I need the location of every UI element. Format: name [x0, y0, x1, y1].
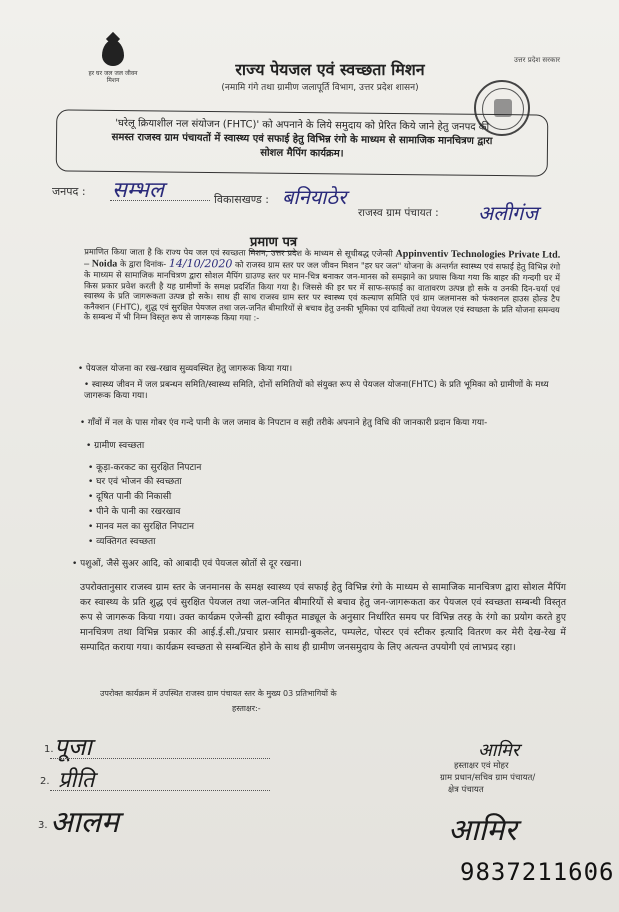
list-item: • घर एवं भोजन की स्वच्छता [88, 477, 182, 487]
list-item: • पशुओं, जैसे सुअर आदि, को आबादी एवं पेयजल स्रोतों से दूर रखना। [72, 559, 302, 569]
block-value: बनियाठेर [282, 185, 347, 209]
water-drop-icon [102, 40, 124, 66]
pradhan-signature: आमिर [478, 740, 520, 761]
emblem-text: उत्तर प्रदेश सरकार [513, 56, 561, 64]
closing-paragraph: उपरोक्तानुसार राजस्व ग्राम स्तर के जनमानस के समक्ष स्वास्थ्य एवं सफाई हेतु विभिन्न रंगो के माध्यम से सामाजिक मानचित्रण द्वारा सोशल मैपिंग कर स्वास्थ्य के प्रति शुद्ध एवं सुरक्षित पेयजल तथा जल-जनित बीमारियों से बचाव हेतु जन-जागरूकता कर पेयजल एवं स्वच्छता सम्बन्धी विस्तृत रूप से जागरूक किया गया। उक्त कार्यक्रम एजेन्सी द्वारा स्वीकृत माड्यूल के अनुसार निर्धारित समय पर विभिन्न तरह के रंगो का प्रयोग करते हुए मानचित्रण तथा विभिन्न प्रकार की आई.ई.सी./प्रचार प्रसार सामग्री-बुकलेट, पम्पलेट, पोस्टर एवं स्टीकर इत्यादि वितरण कर मेरी देख-रेख में सम्पादित कराया गया। कार्यक्रम स्वच्छता से सम्बन्धित होने के साथ ही ग्रामीण जनसमुदाय के लिए अत्यन्त उपयोगी एवं लाभप्रद रहा। [80, 582, 566, 653]
participant-signature: पूजा [54, 733, 92, 761]
page-subtitle: (नमामि गंगे तथा ग्रामीण जलापूर्ति विभाग, उत्तर प्रदेश शासन) [221, 83, 419, 93]
certificate-title: प्रमाण पत्र [250, 232, 297, 252]
list-item: • पीने के पानी का रखरखाव [88, 507, 181, 517]
participant-signature: प्रीति [58, 768, 95, 793]
official-panchayat: क्षेत्र पंचायत [448, 785, 484, 795]
page-title: राज्य पेयजल एवं स्वच्छता मिशन [235, 60, 425, 79]
panchayat-value: अलीगंज [478, 201, 539, 225]
jal-jeevan-mission-logo [88, 40, 138, 84]
certificate-page: हर घर जल जल जीवन मिशन राज्य पेयजल एवं स्वच्छता मिशन (नमामि गंगे तथा ग्रामीण जलापूर्ति विभाग, उत्तर प्रदेश शासन) उत्तर प्रदेश सरकार 'घरेलू क्रियाशील नल संयोजन (FHTC)' को अपनाने के लिये समुदाय को प्रेरित किये जाने हेतु जनपद की समस्त राजस्व ग्राम पंचायतों में स्वास्थ्य एवं सफाई हेतु विभिन्न रंगो के माध्यम से सामाजिक मानचित्रण द्वारा सोशल मैपिंग कार्यक्रम। जनपद : सम्भल विकासखण्ड : बनियाठेर राजस्व ग्राम पंचायत : अलीगंज प्रमाण पत्र प्रमाणित किया जाता है कि राज्य पेय जल एवं स्वच्छता मिशन, उत्तर प्रदेश के माध्यम से सूचीबद्ध एजेन्सी Appinventiv Technologies Private Ltd. – Noida के द्वारा दिनांक- 14/10/2020 को राजस्व ग्राम स्तर पर जल जीवन मिशन "हर घर जल" योजना के अन्तर्गत स्वास्थ्य एवं सफाई हेतु विभिन्न रंगो के माध्यम से सामाजिक मानचित्रण द्वारा सोशल मैपिंग ग्राउण्ड स्तर पर मान-चित्र बनाकर जन-मानस को समझाने का प्रयास किया गया कि बाहर की गन्दगी घर में किस प्रकार प्रवेश करती है यह ग्रामीणों के समक्ष प्रदर्शित किया गया है। जिससे की हर घर में साफ-सफाई का वातावरण उत्पन्न हो सके व उनकी दिन-चर्या एवं स्वास्थ्य के प्रति जागरूकता उत्पन्न हो सके। साथ ही साथ राजस्व ग्राम स्तर पर स्वास्थ्य एवं कल्याण समिति एवं ग्राम जलमानस को फंक्शनल हाउस होल्ड टैप कनैक्शन (FHTC), शुद्ध एवं सुरक्षित पेयजल तथा जल-जनित बीमारियों से बचाव हेतु उनकी भूमिका एवं दायित्वों तथा पेयजल एवं स्वच्छता के प्रति योजना समन्वय के सम्बन्ध में भी निम्न विस्तृत रूप से जागरूक किया गया :- • पेयजल योजना का रख-रखाव सुव्यवस्थित हेतु जागरूक किया गया। • स्वास्थ्य जीवन में जल प्रबन्धन समिति/स्वास्थ्य समिति, दोनों समितियों को संयुक्त रूप से पेयजल योजना(FHTC) के प्रति भूमिका को ग्रामीणों के मध्य जागरूक किया गया। • गाँवों में नल के पास गोबर एंव गन्दे पानी के जल जमाव के निपटान व सही तरीके अपनाने हेतु विधि की जानकारी प्रदान किया गया- • ग्रामीण स्वच्छता • कूड़ा-करकट का सुरक्षित निपटान • घर एवं भोजन की स्वच्छता • दूषित पानी की निकासी • पीने के पानी का रखरखाव • मानव मल का सुरक्षित निपटान • व्यक्तिगत स्वच्छता • पशुओं, जैसे सुअर आदि, को आबादी एवं पेयजल स्रोतों से दूर रखना। उपरोक्तानुसार राजस्व ग्राम स्तर के जनमानस के समक्ष स्वास्थ्य एवं सफाई हेतु विभिन्न रंगो के माध्यम से सामाजिक मानचित्रण द्वारा सोशल मैपिंग कर स्वास्थ्य के प्रति शुद्ध एवं सुरक्षित पेयजल तथा जल-जनित बीमारियों से बचाव हेतु जन-जागरूकता कर पेयजल एवं स्वच्छता सम्बन्धी विस्तृत रूप से जागरूक किया गया। उक्त कार्यक्रम एजेन्सी द्वारा स्वीकृत माड्यूल के अनुसार निर्धारित समय पर विभिन्न तरह के रंगो का प्रयोग करते हुए मानचित्रण तथा विभिन्न प्रकार की आई.ई.सी./प्रचार प्रसार सामग्री-बुकलेट, पम्पलेट, पोस्टर एवं स्टीकर इत्यादि वितरण कर मेरी देख-रेख में सम्पादित कराया गया। कार्यक्रम स्वच्छता से सम्बन्धित होने के साथ ही ग्रामीण जनसमुदाय के लिए अत्यन्त उपयोगी एवं लाभप्रद रहा। उपरोक्त कार्यक्रम में उपस्थित राजस्व ग्राम पंचायत स्तर के मुख्य 03 प्रतिभागियों के हस्ताक्षर:- 1. पूजा 2. प्रीति 3. आलम आमिर हस्ताक्षर एवं मोहर ग्राम प्रधान/सचिव ग्राम पंचायत/ क्षेत्र पंचायत आमिर 9837211606 [0, 0, 619, 912]
district-value: सम्भल [112, 178, 164, 203]
date-prefix: के द्वारा दिनांक- [119, 258, 167, 269]
body-rest: को राजस्व ग्राम स्तर पर जल जीवन मिशन "हर घर जल" योजना के अन्तर्गत स्वास्थ्य एवं सफाई हेतु विभिन्न रंगो के माध्यम से सामाजिक मानचित्रण द्वारा सोशल मैपिंग ग्राउण्ड स्तर पर मान-चित्र बनाकर जन-मानस को समझाने का प्रयास किया गया कि बाहर की गन्दगी घर में किस प्रकार प्रवेश करती है यह ग्रामीणों के समक्ष प्रदर्शित किया गया है। जिससे की हर घर में साफ-सफाई का वातावरण उत्पन्न हो सके व उनकी दिन-चर्या एवं स्वास्थ्य के प्रति जागरूकता उत्पन्न हो सके। साथ ही साथ राजस्व ग्राम स्तर पर स्वास्थ्य एवं कल्याण समिति एवं ग्राम जलमानस को फंक्शनल हाउस होल्ड टैप कनैक्शन (FHTC), शुद्ध एवं सुरक्षित पेयजल तथा जल-जनित बीमारियों से बचाव हेतु उनकी भूमिका एवं दायित्वों तथा पेयजल एवं स्वच्छता के प्रति योजना समन्वय के सम्बन्ध में भी निम्न विस्तृत रूप से जागरूक किया गया :- [83, 258, 561, 323]
bullet-2: • स्वास्थ्य जीवन में जल प्रबन्धन समिति/स्वास्थ्य समिति, दोनों समितियों को संयुक्त रूप से पेयजल योजना(FHTC) के प्रति भूमिका को ग्रामीणों के मध्य जागरूक किया गया। [84, 380, 549, 401]
official-designation: ग्राम प्रधान/सचिव ग्राम पंचायत/ [440, 773, 536, 783]
phone-number: 9837211606 [460, 858, 615, 886]
list-item: • कूड़ा-करकट का सुरक्षित निपटान [88, 463, 202, 473]
secretary-signature: आमिर [448, 813, 517, 848]
participant-signature: आलम [50, 805, 119, 840]
district-label: जनपद : [52, 185, 86, 198]
program-line-1: 'घरेलू क्रियाशील नल संयोजन (FHTC)' को अपनाने के लिये समुदाय को प्रेरित किये जाने हेतु जनपद की [115, 118, 490, 133]
list-item: • मानव मल का सुरक्षित निपटान [88, 522, 195, 532]
participants-heading: उपरोक्त कार्यक्रम में उपस्थित राजस्व ग्राम पंचायत स्तर के मुख्य 03 प्रतिभागियों के [100, 689, 337, 698]
bullet-3: • गाँवों में नल के पास गोबर एंव गन्दे पानी के जल जमाव के निपटान व सही तरीके अपनाने हेतु विधि की जानकारी प्रदान किया गया- [80, 418, 488, 428]
panchayat-label: राजस्व ग्राम पंचायत : [358, 207, 439, 219]
list-item: • ग्रामीण स्वच्छता [86, 441, 145, 451]
body-start: प्रमाणित किया जाता है कि राज्य पेय जल एवं स्वच्छता मिशन, उत्तर प्रदेश के माध्यम से सूचीबद्ध एजेन्सी [84, 246, 393, 259]
certificate-body [84, 246, 561, 325]
list-item: • दूषित पानी की निकासी [88, 492, 172, 502]
program-line-2: समस्त राजस्व ग्राम पंचायतों में स्वास्थ्य एवं सफाई हेतु विभिन्न रंगो के माध्यम से सामाजिक मानचित्रण द्वारा [111, 132, 493, 147]
official-block [440, 760, 590, 796]
bullet-1: • पेयजल योजना का रख-रखाव सुव्यवस्थित हेतु जागरूक किया गया। [78, 364, 293, 374]
logo-text: हर घर जल जल जीवन मिशन [88, 70, 138, 84]
signature-label: हस्ताक्षर:- [232, 704, 261, 713]
event-date: 14/10/2020 [168, 256, 233, 270]
sign-seal-label: हस्ताक्षर एवं मोहर [454, 761, 509, 771]
list-item: • व्यक्तिगत स्वच्छता [88, 537, 156, 547]
program-box [56, 109, 549, 176]
agency-name: Appinventiv Technologies Private Ltd. – Noida [84, 248, 561, 270]
program-line-3: सोशल मैपिंग कार्यक्रम। [260, 147, 344, 160]
block-label: विकासखण्ड : [214, 193, 270, 206]
